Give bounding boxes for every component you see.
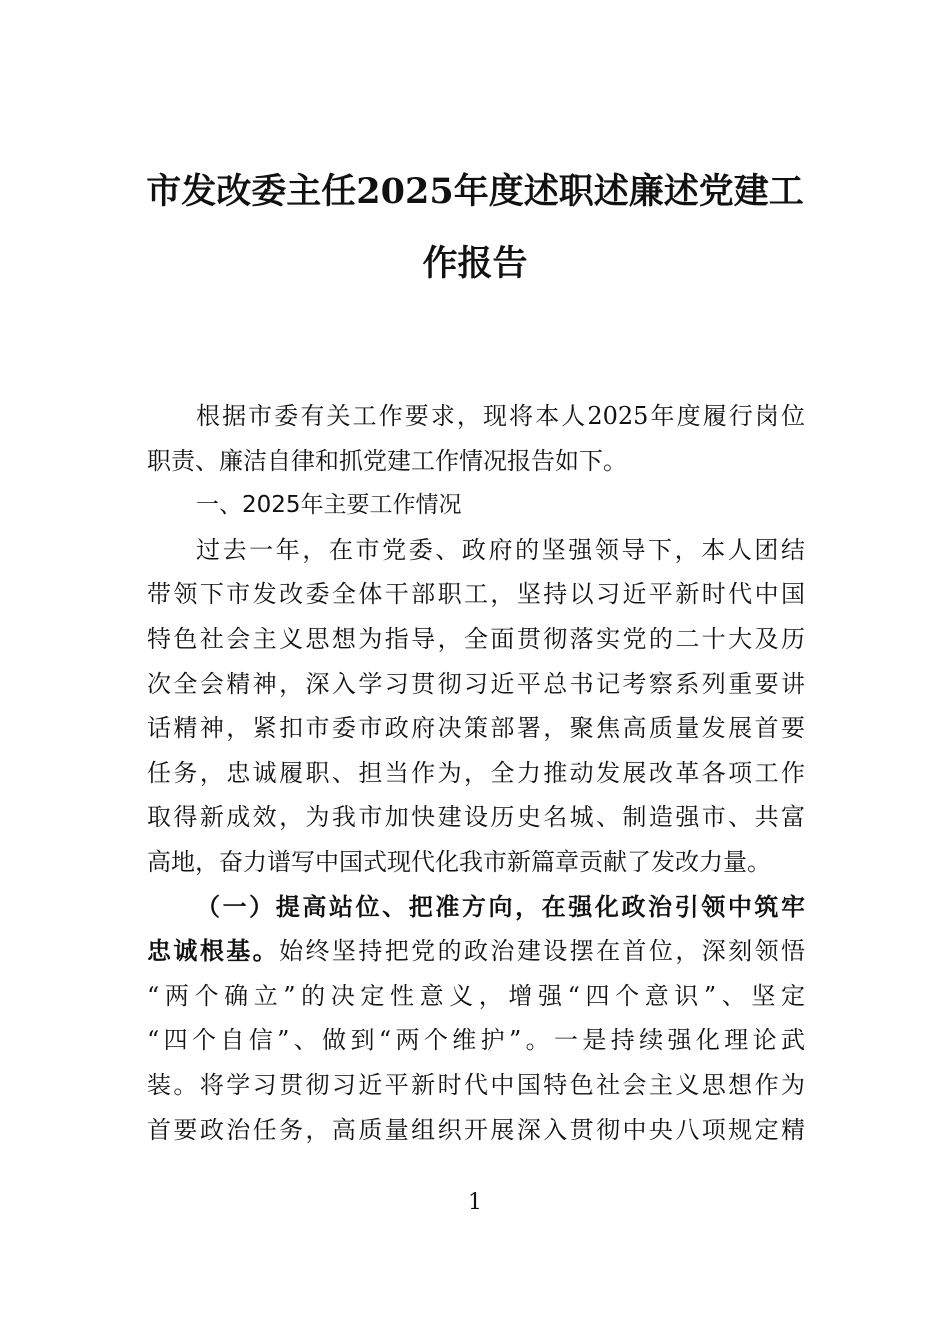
paragraph-line: 任务，忠诚履职、担当作为，全力推动发展改革各项工作 [147,758,805,787]
intro-line: 职责、廉洁自律和抓党建工作情况报告如下。 [147,446,627,475]
paragraph-line: 过去一年，在市党委、政府的坚强领导下，本人团结 [196,535,805,564]
subheading-text: （一）提高站位、把准方向，在强化政治引领中筑牢 [196,891,805,921]
paragraph-line: 次全会精神，深入学习贯彻习近平总书记考察系列重要讲 [147,669,805,698]
paragraph-line: 话精神，紧扣市委市政府决策部署，聚焦高质量发展首要 [147,714,805,743]
page-number: 1 [468,1190,482,1215]
paragraph-line: 高地，奋力谱写中国式现代化我市新篇章贡献了发改力量。 [147,847,771,876]
document-title-line-2: 作报告 [422,243,528,284]
intro-line: 根据市委有关工作要求，现将本人2025年度履行岗位 [196,402,805,430]
paragraph-line: 特色社会主义思想为指导，全面贯彻落实党的二十大及历 [147,624,805,653]
paragraph-line [147,929,805,974]
section-heading: 一、2025年主要工作情况 [196,492,462,519]
paragraph-line: “四个自信”、做到“两个维护”。一是持续强化理论武 [147,1026,805,1055]
paragraph-text: 始终坚持把党的政治建设摆在首位，深刻领悟 [279,937,806,966]
paragraph-line: “两个确立”的决定性意义，增强“四个意识”、坚定 [147,981,805,1010]
paragraph-line: 装。将学习贯彻习近平新时代中国特色社会主义思想作为 [147,1070,805,1099]
paragraph-line: 带领下市发改委全体干部职工，坚持以习近平新时代中国 [147,580,805,609]
paragraph-line: 首要政治任务，高质量组织开展深入贯彻中央八项规定精 [147,1115,805,1144]
document-body [147,394,805,1152]
subheading-line [147,885,805,930]
subheading-text: 忠诚根基。 [147,936,280,966]
document-title-line-1: 市发改委主任2025年度述职述廉述党建工 [146,171,804,212]
paragraph-line: 取得新成效，为我市加快建设历史名城、制造强市、共富 [147,803,805,832]
